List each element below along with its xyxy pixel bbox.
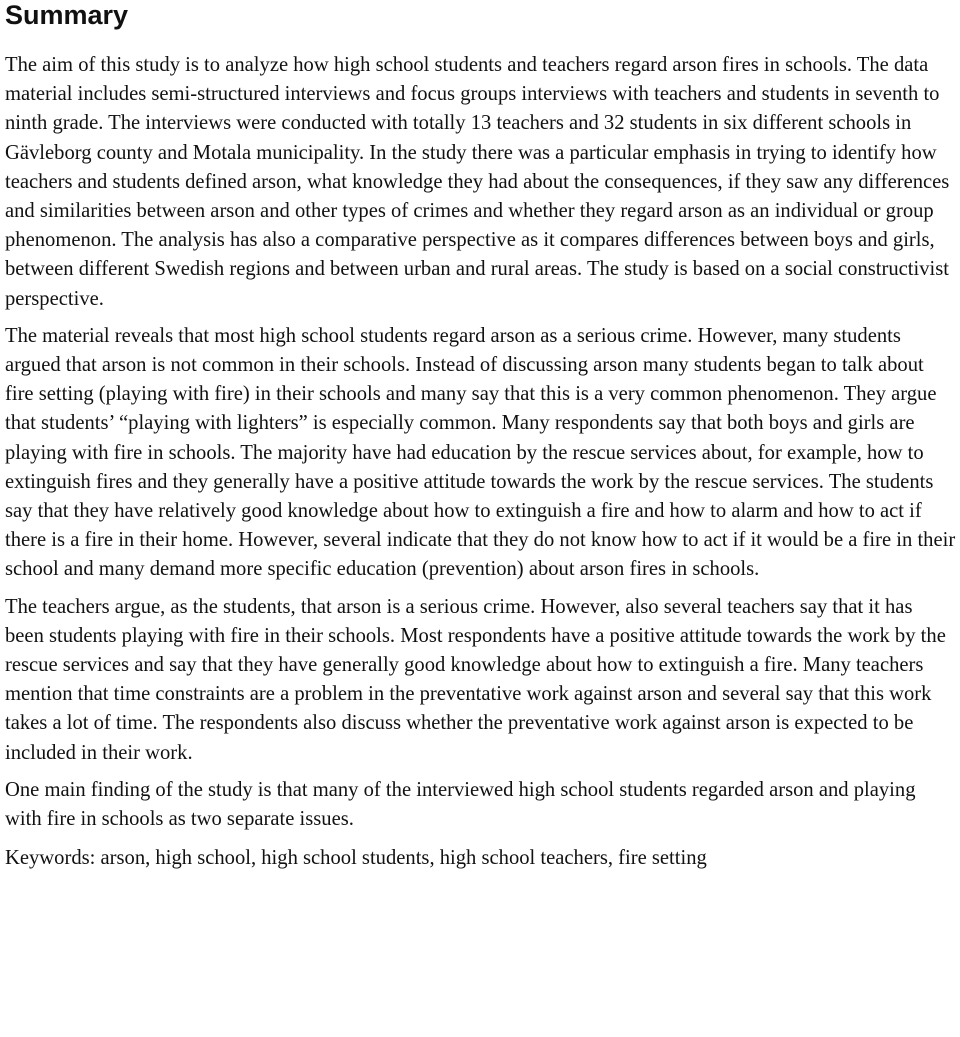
keywords-label: Keywords: [5, 847, 101, 870]
keywords-list: arson, high school, high school students, high school teachers, fire setting [100, 847, 707, 870]
section-title: Summary [5, 0, 129, 30]
paragraph-students-findings: The material reveals that most high school students regard arson as a serious crime. However, many students argued that arson is not common in their schools. Instead of discussing arson many students began to talk about fire setting (playing with fire) in their schools and many say that this is a very common phenomenon. They argue that students’ “playing with lighters” is especially common. Many respondents say that both boys and girls are playing with fire in schools. The majority have had education by the rescue services about, for example, how to extinguish fires and they generally have a positive attitude towards the work by the rescue services. The students say that they have relatively good knowledge about how to extinguish a fire and how to alarm and how to act if there is a fire in their home. However, several indicate that they do not know how to act if it would be a fire in their school and many demand more specific education (prevention) about arson fires in schools. [5, 324, 956, 581]
paragraph-aim: The aim of this study is to analyze how high school students and teachers regard arson fires in schools. The data material includes semi-structured interviews and focus groups interviews with teachers and students in seventh to ninth grade. The interviews were conducted with totally 13 teachers and 32 students in six different schools in Gävleborg county and Motala municipality. In the study there was a particular emphasis in trying to identify how teachers and students defined arson, what knowledge they had about the consequences, if they saw any differences and similarities between arson and other types of crimes and whether they regard arson as an individual or group phenomenon. The analysis has also a comparative perspective as it compares differences between boys and girls, between different Swedish regions and between urban and rural areas. The study is based on a social constructivist perspective. [5, 54, 950, 310]
paragraph-main-finding: One main finding of the study is that many of the interviewed high school students regarded arson and playing with fire in schools as two separate issues. [5, 778, 916, 831]
paragraph-teachers-findings: The teachers argue, as the students, that arson is a serious crime. However, also several teachers say that it has been students playing with fire in their schools. Most respondents have a positive attitude towards the work by the rescue services and say that they have generally good knowledge about how to extinguish a fire. Many teachers mention that time constraints are a problem in the preventative work against arson and several say that this work takes a lot of time. The respondents also discuss whether the preventative work against arson is expected to be included in their work. [5, 595, 946, 764]
keywords-line [5, 844, 956, 873]
